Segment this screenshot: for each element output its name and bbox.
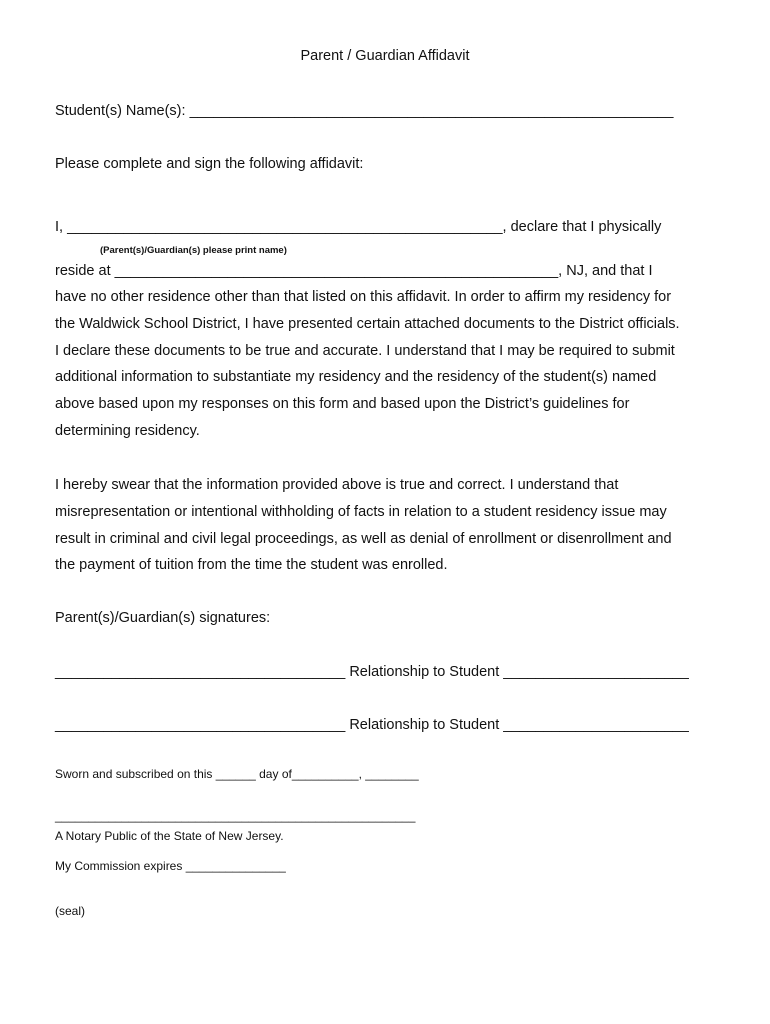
student-names-field: Student(s) Name(s): ____________________________________________________________ — [55, 103, 674, 119]
paragraph-line: above based upon my responses on this form and based upon the District’s guidelines for — [55, 396, 630, 413]
paragraph-line: have no other residence other than that listed on this affidavit. In order to affirm my residency for — [55, 289, 672, 305]
paragraph-line: misrepresentation or intentional withholding of facts in relation to a student residency issue may — [55, 503, 667, 520]
paragraph-line: determining residency. — [55, 422, 200, 439]
page-title: Parent / Guardian Affidavit — [300, 48, 470, 64]
notary-signature-line: ______________________________________________________ — [55, 809, 416, 823]
paragraph-line: I hereby swear that the information provided above is true and correct. I understand that — [55, 477, 619, 493]
signature-line-1: ____________________________________ Relationship to Student _______________________ — [55, 664, 689, 680]
paragraph-line: I declare these documents to be true and accurate. I understand that I may be required to submit — [55, 342, 675, 359]
paragraph-line: result in criminal and civil legal proceedings, as well as denial of enrollment or disenrollment and — [55, 530, 672, 547]
commission-line: My Commission expires _______________ — [55, 859, 286, 873]
seal-label: (seal) — [55, 904, 86, 918]
paragraph-line: the payment of tuition from the time the student was enrolled. — [55, 557, 448, 574]
oath-paragraph — [55, 472, 707, 579]
notary-label: A Notary Public of the State of New Jersey. — [55, 829, 284, 843]
reside-line: reside at _______________________________________________________, NJ, and that I — [55, 263, 653, 279]
instruction-text: Please complete and sign the following affidavit: — [55, 156, 364, 172]
paragraph-line: the Waldwick School District, I have presented certain attached documents to the District officials. — [55, 315, 680, 332]
print-name-note: (Parent(s)/Guardian(s) please print name) — [100, 245, 287, 256]
declare-line: I, ______________________________________________________, declare that I physically — [55, 219, 662, 235]
signatures-label: Parent(s)/Guardian(s) signatures: — [55, 610, 271, 626]
residency-paragraph — [55, 284, 707, 445]
signature-line-2: ____________________________________ Relationship to Student _______________________ — [55, 717, 689, 733]
paragraph-line: additional information to substantiate my residency and the residency of the student(s) named — [55, 369, 657, 386]
sworn-line: Sworn and subscribed on this ______ day of__________, ________ — [55, 767, 419, 781]
